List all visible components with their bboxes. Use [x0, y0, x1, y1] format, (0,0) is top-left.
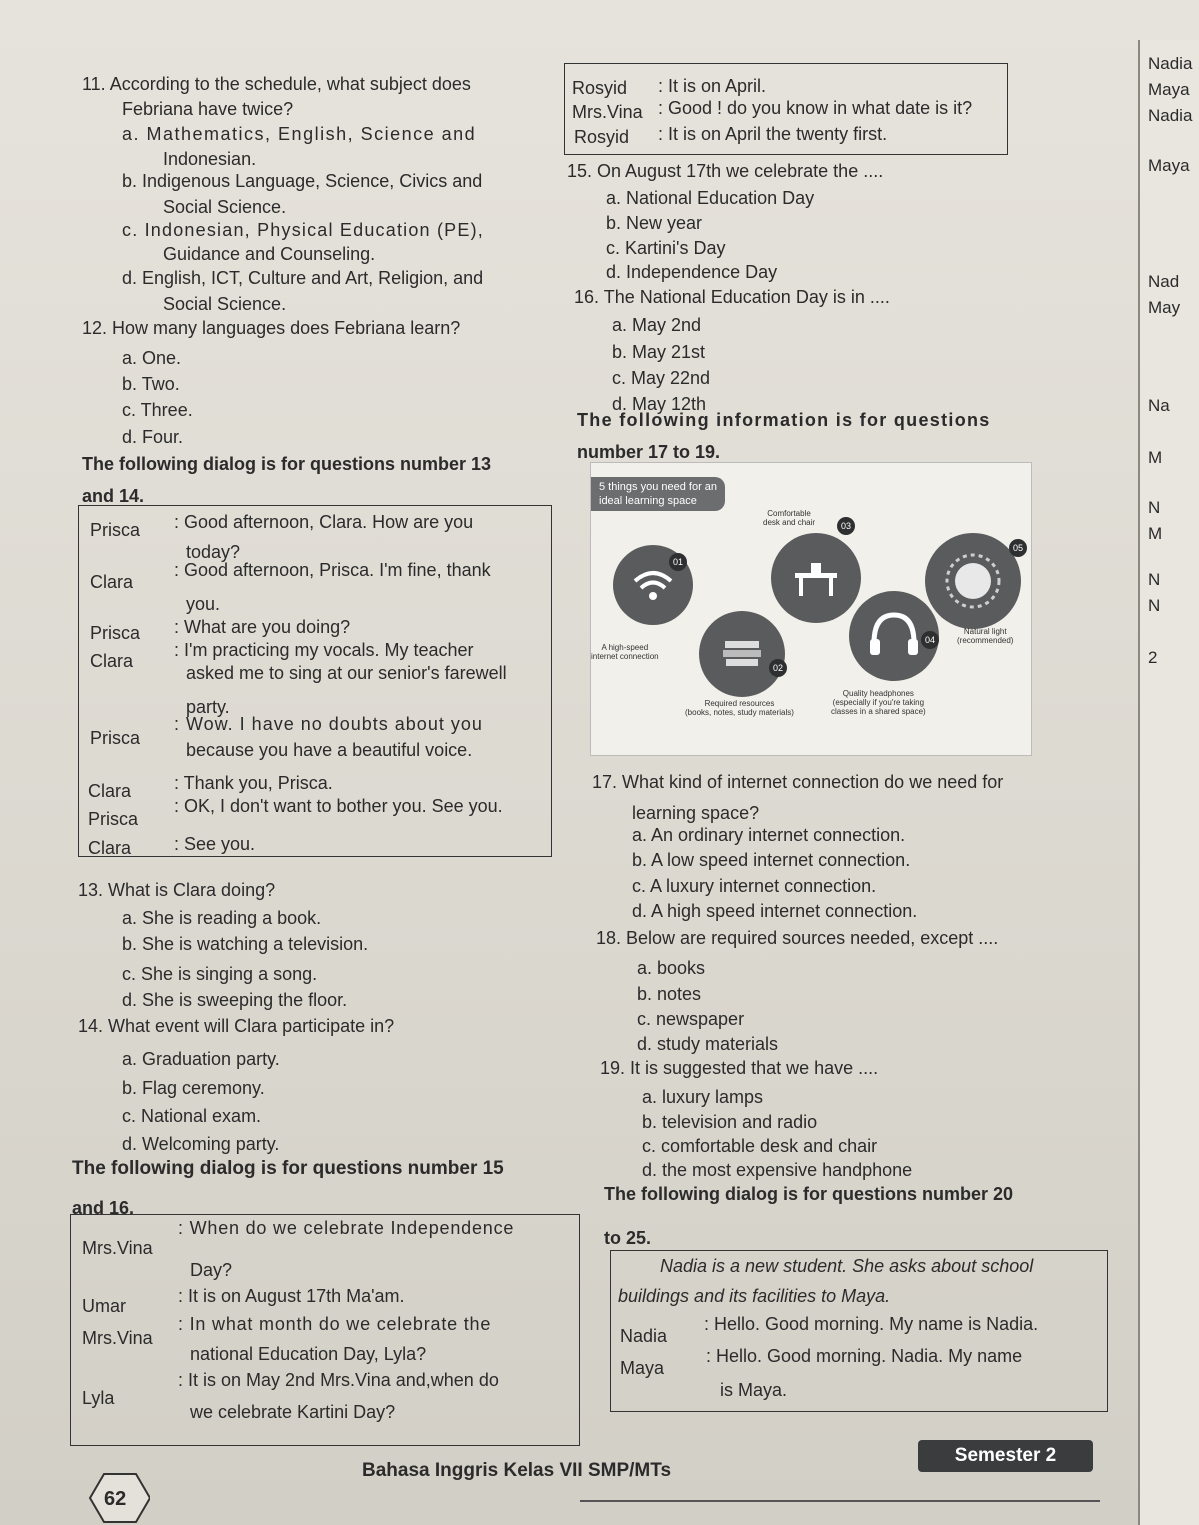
dialog13-speaker: Prisca: [90, 623, 141, 643]
dialog15-line: : When do we celebrate Independence: [178, 1218, 515, 1238]
intro-17-line1: The following information is for questions: [577, 410, 991, 430]
dialog15-line: : It is on May 2nd Mrs.Vina and,when do: [178, 1370, 499, 1390]
q13-option-a: a. She is reading a book.: [122, 908, 322, 928]
q14-option-a: a. Graduation party.: [122, 1049, 280, 1069]
dialog13-line: : I'm practicing my vocals. My teacher: [174, 640, 474, 660]
dialog13-line: party.: [186, 697, 230, 717]
q11-option-a-2: Indonesian.: [163, 149, 257, 169]
caption-resources: [685, 699, 794, 717]
next-page-edge: [1138, 40, 1199, 1525]
dialog13-line: : Thank you, Prisca.: [174, 773, 333, 793]
caption-headphones: [831, 689, 926, 716]
intro-20-line1: The following dialog is for questions number 20: [604, 1184, 1014, 1204]
intro-20-line2: to 25.: [604, 1228, 652, 1248]
side-speaker-name: M: [1148, 448, 1163, 467]
item-number: 04: [921, 631, 939, 649]
side-speaker-name: May: [1148, 298, 1181, 317]
topdialog-speaker: Rosyid: [572, 78, 628, 98]
dialog20-line: : Hello. Good morning. Nadia. My name: [706, 1346, 1023, 1366]
q15-option-d: d. Independence Day: [606, 262, 778, 282]
caption-line: A high-speed: [601, 643, 649, 652]
side-speaker-name: Na: [1148, 396, 1170, 415]
q19-text: 19. It is suggested that we have ....: [600, 1058, 879, 1078]
q15-option-c: c. Kartini's Day: [606, 238, 726, 258]
q18-option-d: d. study materials: [637, 1034, 779, 1054]
q11-option-c: c. Indonesian, Physical Education (PE),: [122, 220, 484, 240]
caption-line: desk and chair: [763, 518, 816, 527]
q15-option-a: a. National Education Day: [606, 188, 815, 208]
q17-option-b: b. A low speed internet connection.: [632, 850, 911, 870]
page-number-text: 62: [104, 1488, 127, 1510]
intro-13-line2: and 14.: [82, 486, 145, 506]
q14-option-c: c. National exam.: [122, 1106, 262, 1126]
q17-text-2: learning space?: [632, 803, 760, 823]
intro-15-line1: The following dialog is for questions number 15: [72, 1158, 504, 1179]
dialog15-line: : In what month do we celebrate the: [178, 1314, 492, 1334]
q19-option-c: c. comfortable desk and chair: [642, 1136, 878, 1156]
dialog13-line: : What are you doing?: [174, 617, 351, 637]
q14-option-b: b. Flag ceremony.: [122, 1078, 265, 1098]
q14-text: 14. What event will Clara participate in?: [78, 1016, 395, 1036]
dialog13-line: : See you.: [174, 834, 256, 854]
caption-desk: [763, 509, 815, 527]
page-number: [88, 1472, 150, 1524]
dialog20-line: : Hello. Good morning. My name is Nadia.: [704, 1314, 1039, 1334]
q15-text: 15. On August 17th we celebrate the ....: [567, 161, 884, 181]
footer-rule: [580, 1500, 1100, 1502]
dialog13-line: : OK, I don't want to bother you. See you.: [174, 796, 503, 816]
dialog15-speaker: Lyla: [82, 1388, 115, 1408]
caption-line: Required resources: [704, 699, 775, 708]
q13-option-d: d. She is sweeping the floor.: [122, 990, 348, 1010]
q19-option-b: b. television and radio: [642, 1112, 818, 1132]
side-speaker-name: N: [1148, 596, 1161, 615]
q13-text: 13. What is Clara doing?: [78, 880, 276, 900]
side-speaker-name: M: [1148, 524, 1163, 543]
q18-text: 18. Below are required sources needed, except ....: [596, 928, 999, 948]
dialog13-speaker: Clara: [88, 781, 132, 801]
learning-space-infographic: [590, 462, 1032, 756]
infographic-title-line1: 5 things you need for an: [599, 481, 718, 493]
dialog13-line: you.: [186, 594, 221, 614]
q11-option-c-2: Guidance and Counseling.: [163, 244, 376, 264]
infographic-title: [591, 477, 725, 511]
intro-17-line2: number 17 to 19.: [577, 442, 721, 462]
q14-option-d: d. Welcoming party.: [122, 1134, 280, 1154]
caption-internet: [591, 643, 659, 661]
caption-line: (recommended): [957, 636, 1014, 645]
dialog13-line: asked me to sing at our senior's farewell: [186, 663, 507, 683]
side-speaker-name: N: [1148, 498, 1161, 517]
q11-option-b-2: Social Science.: [163, 197, 287, 217]
side-speaker-name: N: [1148, 570, 1161, 589]
dialog13-line: because you have a beautiful voice.: [186, 740, 473, 760]
dialog20-narration: Nadia is a new student. She asks about school: [660, 1256, 1034, 1276]
q13-option-c: c. She is singing a song.: [122, 964, 318, 984]
q11-option-a: a. Mathematics, English, Science and: [122, 124, 477, 144]
q11-option-d-2: Social Science.: [163, 294, 287, 314]
infographic-title-line2: ideal learning space: [599, 495, 697, 507]
dialog13-speaker: Clara: [90, 651, 134, 671]
q12-option-d: d. Four.: [122, 427, 184, 447]
q18-option-c: c. newspaper: [637, 1009, 745, 1029]
q17-option-a: a. An ordinary internet connection.: [632, 825, 906, 845]
q19-option-d: d. the most expensive handphone: [642, 1160, 913, 1180]
topdialog-line: : It is on April the twenty first.: [658, 124, 888, 144]
dialog13-speaker: Prisca: [90, 520, 141, 540]
item-number: 02: [769, 659, 787, 677]
q11-option-b: b. Indigenous Language, Science, Civics and: [122, 171, 483, 191]
dialog13-line: : Good afternoon, Prisca. I'm fine, thank: [174, 560, 491, 580]
item-number: 05: [1009, 539, 1027, 557]
q16-option-b: b. May 21st: [612, 342, 706, 362]
q12-option-b: b. Two.: [122, 374, 180, 394]
q17-text: 17. What kind of internet connection do we need for: [592, 772, 1004, 792]
caption-line: internet connection: [591, 652, 659, 661]
dialog20-narration: buildings and its facilities to Maya.: [618, 1286, 891, 1306]
side-speaker-name: Nadia: [1148, 106, 1193, 125]
q16-text: 16. The National Education Day is in ....: [574, 287, 890, 307]
dialog20-speaker: Maya: [620, 1358, 665, 1378]
q17-option-d: d. A high speed internet connection.: [632, 901, 918, 921]
dialog20-line: is Maya.: [720, 1380, 788, 1400]
dialog13-speaker: Prisca: [88, 809, 139, 829]
q17-option-c: c. A luxury internet connection.: [632, 876, 877, 896]
topdialog-speaker: Rosyid: [574, 127, 630, 147]
caption-line: (books, notes, study materials): [685, 708, 794, 717]
side-speaker-name: Maya: [1148, 156, 1190, 175]
caption-line: Natural light: [963, 627, 1007, 636]
topdialog-line: : Good ! do you know in what date is it?: [658, 98, 973, 118]
sun-icon: [925, 533, 1021, 629]
item-number: 01: [669, 553, 687, 571]
topdialog-speaker: Mrs.Vina: [572, 102, 643, 122]
side-speaker-name: Nadia: [1148, 54, 1193, 73]
books-icon: [699, 611, 785, 697]
q15-option-b: b. New year: [606, 213, 703, 233]
dialog15-speaker: Mrs.Vina: [82, 1328, 153, 1348]
caption-light: [957, 627, 1013, 645]
dialog13-speaker: Clara: [90, 572, 134, 592]
dialog15-speaker: Mrs.Vina: [82, 1238, 153, 1258]
intro-13-line1: The following dialog is for questions number 13: [82, 454, 492, 474]
dialog15-line: we celebrate Kartini Day?: [190, 1402, 396, 1422]
q19-option-a: a. luxury lamps: [642, 1087, 764, 1107]
q18-option-b: b. notes: [637, 984, 702, 1004]
dialog13-line: today?: [186, 542, 241, 562]
dialog20-speaker: Nadia: [620, 1326, 668, 1346]
semester-badge: Semester 2: [918, 1440, 1093, 1472]
intro-15-line2: and 16.: [72, 1198, 135, 1218]
side-speaker-name: Maya: [1148, 80, 1190, 99]
q11-text-2: Febriana have twice?: [122, 99, 294, 119]
side-speaker-name: Nad: [1148, 272, 1180, 291]
desk-chair-icon: [771, 533, 861, 623]
q13-option-b: b. She is watching a television.: [122, 934, 369, 954]
q11-option-d: d. English, ICT, Culture and Art, Religion, and: [122, 268, 484, 288]
dialog13-speaker: Clara: [88, 838, 132, 858]
caption-line: classes in a shared space): [831, 707, 926, 716]
caption-line: (especially if you're taking: [832, 698, 925, 707]
q18-option-a: a. books: [637, 958, 706, 978]
caption-line: Comfortable: [767, 509, 811, 518]
dialog13-line: : Good afternoon, Clara. How are you: [174, 512, 474, 532]
q12-option-a: a. One.: [122, 348, 182, 368]
q16-option-a: a. May 2nd: [612, 315, 702, 335]
side-speaker-name: 2: [1148, 648, 1158, 667]
item-number: 03: [837, 517, 855, 535]
dialog15-line: : It is on August 17th Ma'am.: [178, 1286, 405, 1306]
q11-text: 11. According to the schedule, what subject does: [82, 74, 471, 94]
dialog13-speaker: Prisca: [90, 728, 141, 748]
q12-text: 12. How many languages does Febriana learn?: [82, 318, 461, 338]
dialog15-line: national Education Day, Lyla?: [190, 1344, 427, 1364]
dialog13-line: : Wow. I have no doubts about you: [174, 714, 483, 734]
q16-option-d: d. May 12th: [612, 394, 707, 414]
book-title: Bahasa Inggris Kelas VII SMP/MTs: [362, 1460, 672, 1481]
dialog15-speaker: Umar: [82, 1296, 126, 1316]
q12-option-c: c. Three.: [122, 400, 193, 420]
dialog15-line: Day?: [190, 1260, 233, 1280]
caption-line: Quality headphones: [842, 689, 914, 698]
topdialog-line: : It is on April.: [658, 76, 767, 96]
q16-option-c: c. May 22nd: [612, 368, 711, 388]
